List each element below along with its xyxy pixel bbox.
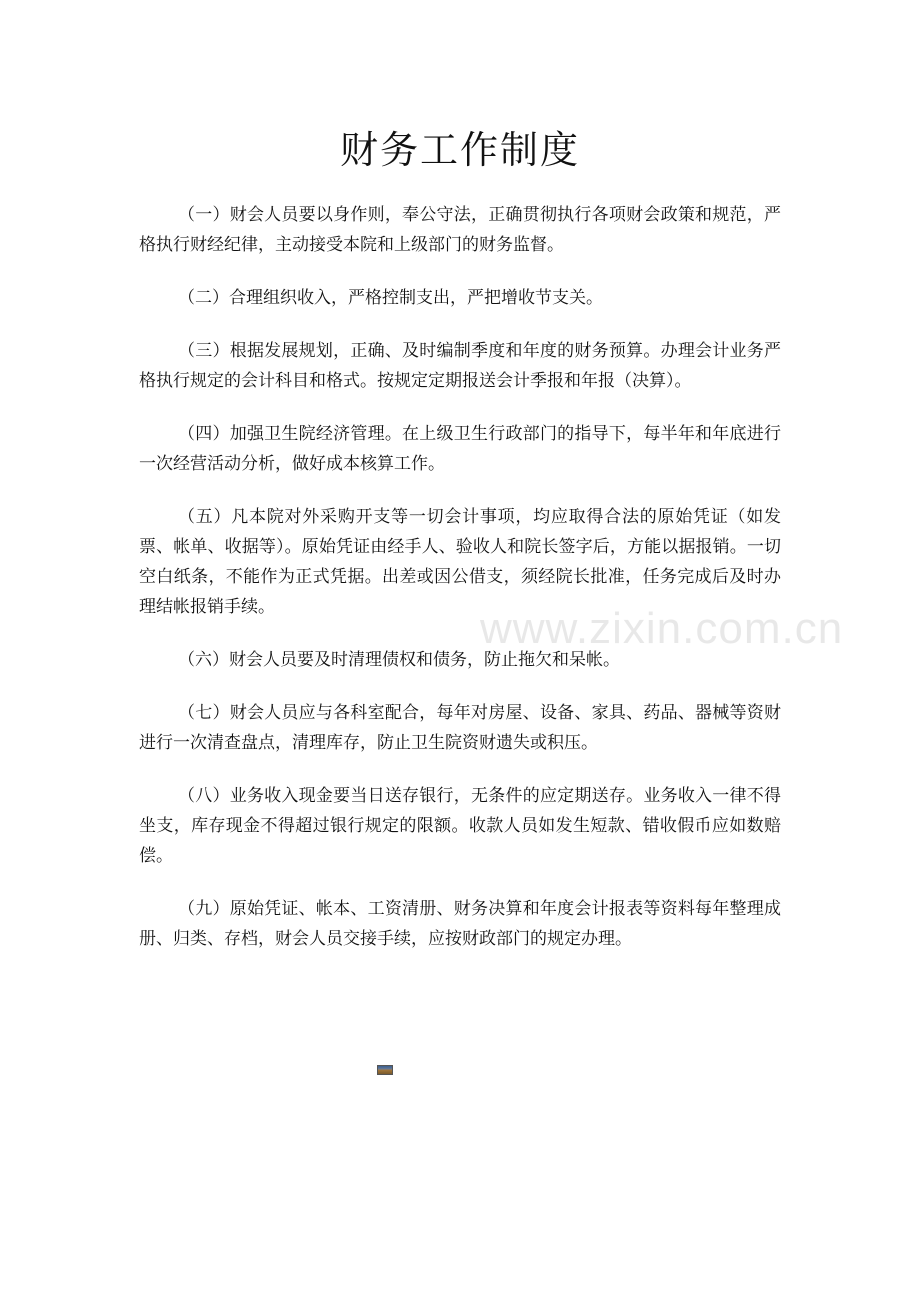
paragraph-9: （九）原始凭证、帐本、工资清册、财务决算和年度会计报表等资料每年整理成册、归类、存档，财会人员交接手续，应按财政部门的规定办理。 bbox=[139, 899, 781, 949]
watermark: www.zixin.com.cn bbox=[480, 604, 844, 653]
page-title: 财务工作制度 bbox=[339, 128, 580, 172]
paragraph-2: （二）合理组织收入，严格控制支出，严把增收节支关。 bbox=[178, 288, 603, 308]
paragraph-1: （一）财会人员要以身作则，奉公守法，正确贯彻执行各项财会政策和规范，严格执行财经纪律，主动接受本院和上级部门的财务监督。 bbox=[139, 205, 781, 255]
paragraph-4: （四）加强卫生院经济管理。在上级卫生行政部门的指导下，每半年和年底进行一次经营活动分析，做好成本核算工作。 bbox=[139, 424, 781, 474]
document-body bbox=[139, 200, 781, 977]
paragraph-7: （七）财会人员应与各科室配合，每年对房屋、设备、家具、药品、器械等资财进行一次清查盘点，清理库存，防止卫生院资财遗失或积压。 bbox=[139, 703, 781, 753]
paragraph-8: （八）业务收入现金要当日送存银行，无条件的应定期送存。业务收入一律不得坐支，库存现金不得超过银行规定的限额。收款人员如发生短款、错收假币应如数赔偿。 bbox=[139, 786, 781, 866]
small-image-icon bbox=[377, 1065, 393, 1075]
paragraph-6: （六）财会人员要及时清理债权和债务，防止拖欠和呆帐。 bbox=[178, 650, 620, 670]
paragraph-5: （五）凡本院对外采购开支等一切会计事项，均应取得合法的原始凭证（如发票、帐单、收据等）。原始凭证由经手人、验收人和院长签字后，方能以据报销。一切空白纸条，不能作为正式凭据。出差或因公借支，须经院长批准，任务完成后及时办理结帐报销手续。 bbox=[139, 507, 781, 617]
paragraph-3: （三）根据发展规划，正确、及时编制季度和年度的财务预算。办理会计业务严格执行规定的会计科目和格式。按规定定期报送会计季报和年报（决算）。 bbox=[139, 341, 781, 391]
